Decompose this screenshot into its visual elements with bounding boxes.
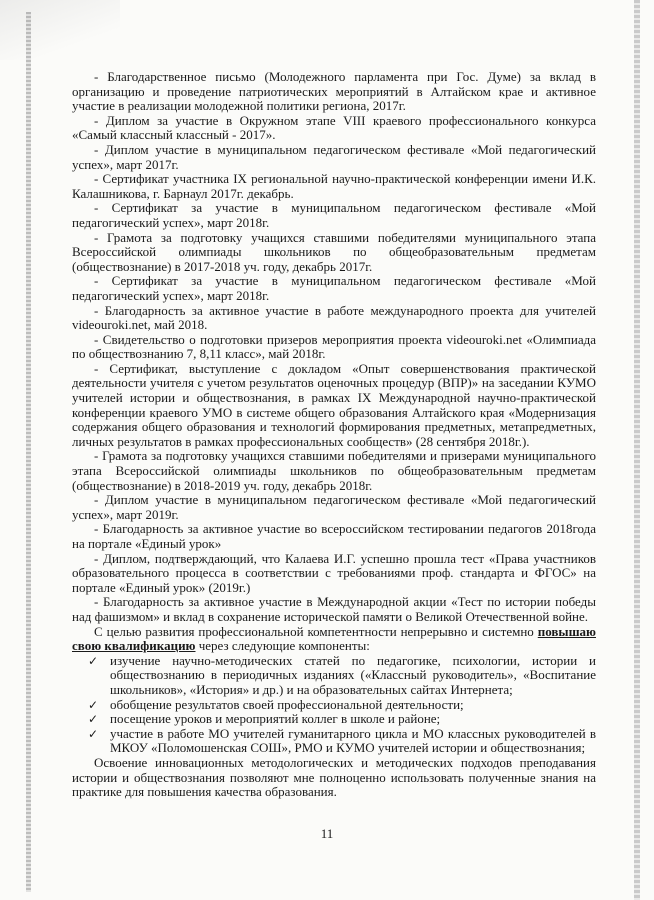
checklist-item-3 — [72, 712, 596, 727]
award-item-14: - Диплом, подтверждающий, что Калаева И.Г. успешно прошла тест «Права участников образовательного процесса в соответствии с требованиями проф. стандарта и ФГОС» на портале «Единый урок» (2019г.) — [72, 550, 596, 595]
checklist-item-1 — [72, 654, 596, 698]
qualification-intro — [72, 625, 596, 654]
intro-text-before: С целью развития профессиональной компетентности непрерывно и системно — [94, 623, 538, 639]
intro-text-after: через следующие компоненты: — [195, 638, 370, 654]
checklist-item-4 — [72, 727, 596, 756]
checklist-text: обобщение результатов своей профессиональной деятельности; — [110, 696, 464, 712]
checklist-text: изучение научно-методических статей по педагогике, психологии, истории и обществознанию в периодичных изданиях («Классный руководитель», «Воспитание школьников», «История» и др.) и на образовательных сайтах Интернета; — [110, 652, 596, 697]
right-border-ornament — [634, 0, 640, 900]
award-item-8: - Благодарность за активное участие в работе международного проекта для учителей videouroki.net, май 2018. — [72, 302, 596, 333]
checkmark-icon: ✓ — [88, 697, 99, 712]
award-item-7: - Сертификат за участие в муниципальном педагогическом фестивале «Мой педагогический успех», март 2018г. — [72, 273, 596, 303]
left-border-ornament — [26, 12, 31, 892]
award-item-13: - Благодарность за активное участие во всероссийском тестировании педагогов 2018года на портале «Единый урок» — [72, 521, 596, 551]
award-item-10: - Сертификат, выступление с докладом «Опыт совершенствования практической деятельности учителя с учетом результатов оценочных процедур (ВПР)» на заседании КУМО учителей истории и обществознания, в рамках IX Международной научно-практической конференции краевого УМО в системе общего образования Алтайского края «Модернизация содержания общего образования и технологий формирования предметных, метапредметных, личных результатов в рамках профессиональных сообществ» (28 сентября 2018г.). — [72, 360, 596, 449]
award-item-5: - Сертификат за участие в муниципальном педагогическом фестивале «Мой педагогический успех», март 2018г. — [72, 200, 596, 230]
checklist-text: участие в работе МО учителей гуманитарного цикла и МО классных руководителей в МКОУ «Поломошенская СОШ», РМО и КУМО учителей истории и обществознания; — [110, 725, 596, 756]
award-item-6: - Грамота за подготовку учащихся ставшими победителями муниципального этапа Всероссийской олимпиады школьников по общеобразовательным предметам (обществознание) в 2017-2018 уч. году, декабрь 2017г. — [72, 229, 596, 274]
award-item-3: - Диплом участие в муниципальном педагогическом фестивале «Мой педагогический успех», март 2017г. — [72, 141, 596, 172]
scan-shadow — [0, 0, 120, 60]
checkmark-icon: ✓ — [88, 653, 99, 668]
document-body — [72, 70, 596, 800]
checkmark-icon: ✓ — [88, 712, 99, 727]
checkmark-icon: ✓ — [88, 726, 99, 741]
award-item-2: - Диплом за участие в Окружном этапе VIII краевого профессионального конкурса «Самый классный классный - 2017». — [72, 112, 596, 143]
award-item-12: - Диплом участие в муниципальном педагогическом фестивале «Мой педагогический успех», март 2019г. — [72, 492, 596, 522]
award-item-15: - Благодарность за активное участие в Международной акции «Тест по истории победы над фашизмом» и вклад в сохранение исторической памяти о Великой Отечественной войне. — [72, 594, 596, 624]
award-item-4: - Сертификат участника IX региональной научно-практической конференции имени И.К. Калашникова, г. Барнаул 2017г. декабрь. — [72, 171, 596, 201]
page-number: 11 — [320, 826, 334, 841]
checklist-text: посещение уроков и мероприятий коллег в школе и районе; — [110, 711, 441, 727]
award-item-9: - Свидетельство о подготовки призеров мероприятия проекта videouroki.net «Олимпиада по обществознанию 7, 8,11 класс», май 2018г. — [72, 331, 596, 362]
checklist-item-2 — [72, 698, 596, 713]
award-item-1: - Благодарственное письмо (Молодежного парламента при Гос. Думе) за вклад в организацию и проведение патриотических мероприятий в Алтайском крае и активное участие в реализации молодежной политики региона, 2017г. — [72, 69, 596, 114]
award-item-11: - Грамота за подготовку учащихся ставшими победителями и призерами муниципального этапа Всероссийской олимпиады школьников по общеобразовательным предметам (обществознание) в 2018-2019 уч. году, декабрь 2018г. — [72, 448, 596, 493]
conclusion-paragraph: Освоение инновационных методологических и методических подходов преподавания истории и обществознания позволяют мне полноценно использовать полученные знания на практике для повышения качества образования. — [72, 754, 596, 800]
intro-underlined: повышаю свою квалификацию — [72, 623, 596, 654]
